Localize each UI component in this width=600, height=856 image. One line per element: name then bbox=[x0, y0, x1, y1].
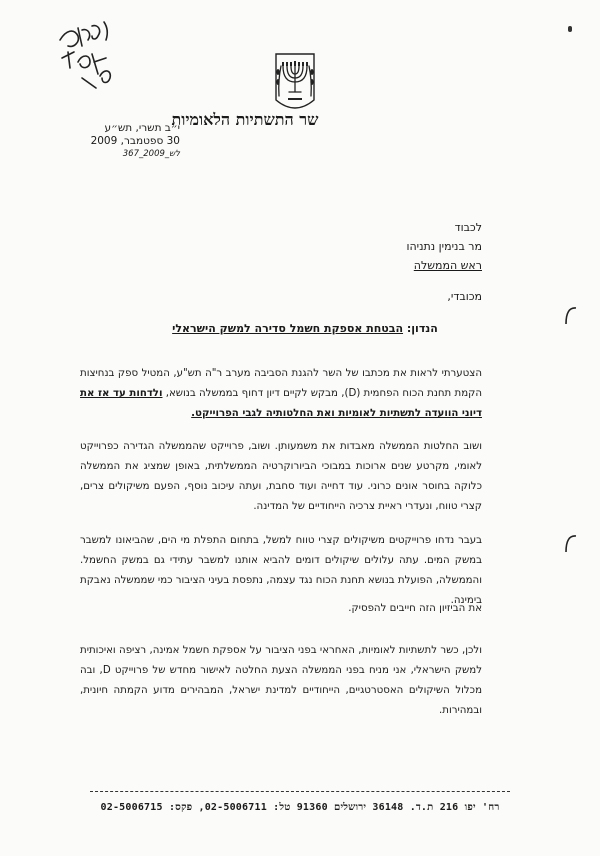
hebrew-date: י״ב תשרי, תש״ע bbox=[104, 122, 180, 134]
paragraph-3: בעבר נדחו פרוייקטים משיקולים קצרי טווח למשל, בתחום התפלת מי הים, שהביאונו למשבר במשק המים. עתה עלולים שיקולים דומים להביא אותנו למשבר עתידי גם במשק החשמל. והממשלה, הפועלת בנושא תחנת הכוח נגד עצמה, נתפסת בעיני הציבור כמי שממשלה נאבקת בימינה. bbox=[80, 535, 482, 606]
paragraph-1-text: הצטערתי לראות את מכתבו של השר להגנת הסביבה מערב ר"ה תש"ע, המטיל ספק בנחיצות הקמת תחנת הכוח הפחמית (D), מבקש לקיים דיון דחוף בממשלה בנושא, bbox=[80, 368, 483, 399]
paragraph-2: ושוב החלטות הממשלה מאבדות את משמעותן. ושוב, פרוייקט שהממשלה הגדירה כפרוייקט לאומי, מקרטע שנים ארוכות במבוכי הביורוקרטיה הממשלתית, באופן שמציג את הממשלה כלוקה בחוסר אונים כרוני. עוד דחייה ועוד סחבת, ועתה עיכוב נוסף, הפעם משיקולים צרים, קצרי טווח, ונעדרי ראיית צרכיה הייחודיים של המדינה. bbox=[80, 441, 482, 512]
scan-artifact bbox=[568, 26, 572, 32]
reference-number: לש_2009_367 bbox=[122, 149, 180, 159]
subject-label: הנדון: bbox=[406, 322, 438, 335]
paragraph-1 bbox=[80, 364, 482, 424]
paragraph-5: ולכן, כשר לתשתיות לאומיות, האחראי בפני הציבור על אספקת חשמל אמינה, רציפה ואיכותית למשק הישראלי, אני מניח בפני הממשלה הצעת החלטה לאישור מחדש של פרוייקט D, ובה מכלול השיקולים האסטרטגיים, הייחודיים למדינת ישראל, המבהירים מדוע הקמתה חיונית, ובמהירות. bbox=[80, 645, 482, 716]
recipient-block bbox=[282, 218, 482, 275]
paragraph-1-emphasis: ולדחות עד אז את דיוני הוועדה לתשתיות לאומיות ואת החלטותיה לגבי הפרוייקט. bbox=[80, 388, 482, 419]
ministry-title: שר התשתיות הלאומיות bbox=[171, 110, 319, 129]
paragraph-4: את הביזיון הזה חייבים להפסיק. bbox=[348, 603, 482, 614]
greeting: מכובדי, bbox=[447, 290, 482, 303]
recipient-salutation: לכבוד bbox=[454, 221, 482, 234]
handwritten-annotation bbox=[52, 18, 122, 96]
subject-line bbox=[150, 322, 460, 335]
recipient-title: ראש הממשלה bbox=[413, 259, 482, 272]
gregorian-date: 30 ספטמבר, 2009 bbox=[90, 135, 180, 147]
hole-punch-mark-icon bbox=[564, 532, 578, 554]
israel-emblem-icon bbox=[272, 52, 318, 116]
footer-address: רח' יפו 216 ת.ד. 36148 ירושלים 91360 טל: 02-5006711, פקס: 02-5006715 bbox=[100, 802, 500, 813]
recipient-name: מר בנימין נתניהו bbox=[406, 240, 482, 253]
subject-text: הבטחת אספקת חשמל סדירה למשק הישראלי bbox=[172, 322, 404, 335]
date-block bbox=[60, 122, 180, 161]
footer-divider bbox=[90, 791, 510, 792]
hole-punch-mark-icon bbox=[564, 304, 578, 326]
